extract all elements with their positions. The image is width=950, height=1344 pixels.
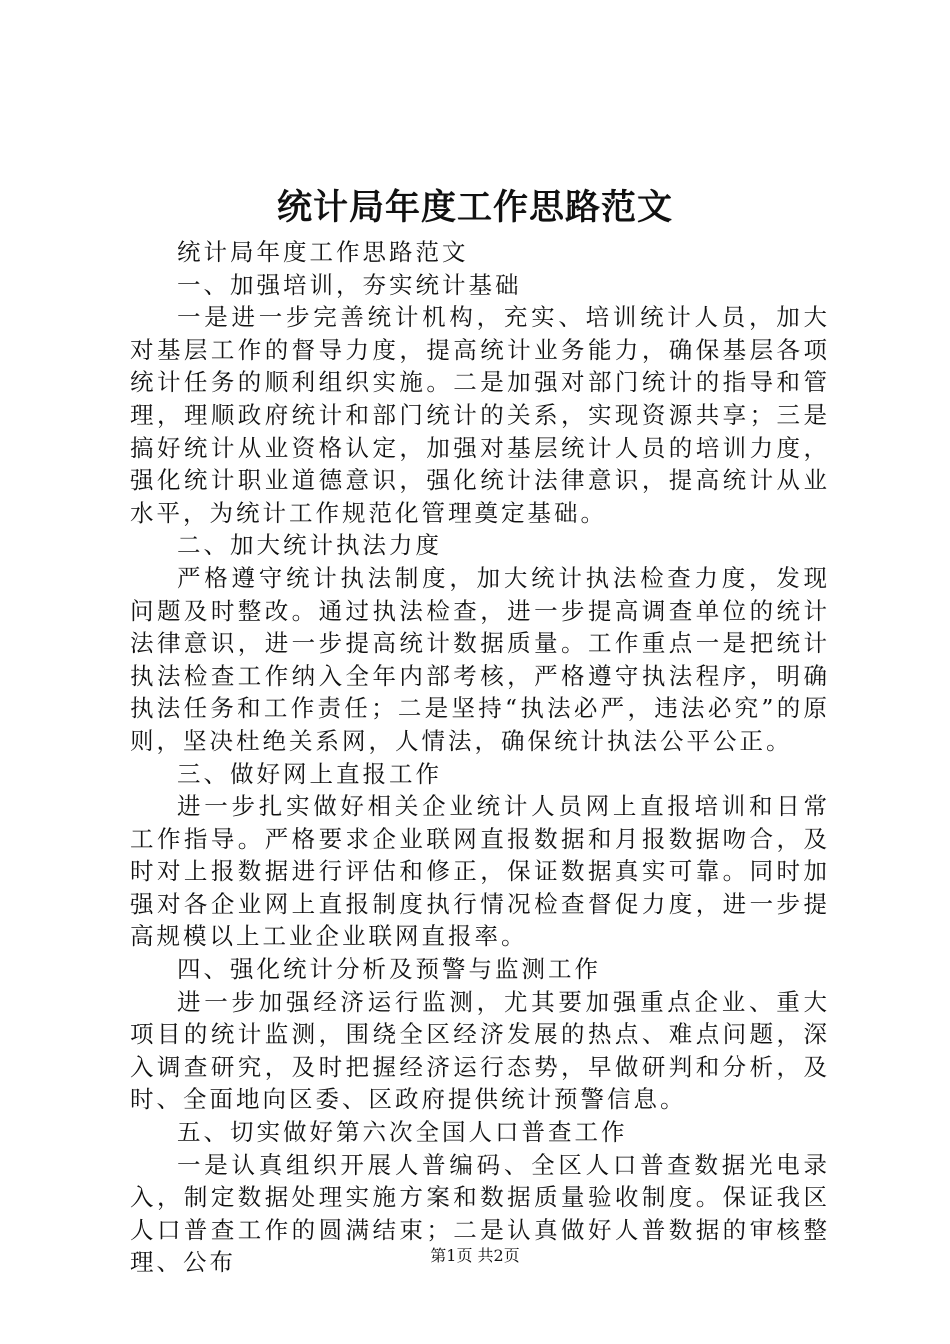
section-paragraph-4: 进一步加强经济运行监测，尤其要加强重点企业、重大项目的统计监测，围绕全区经济发展的热点、难点问题，深入调查研究，及时把握经济运行态势，早做研判和分析，及时、全面地向区委、区政府提供统计预警信息。 bbox=[130, 987, 830, 1114]
page-footer: 第1页 共2页 bbox=[430, 1246, 520, 1265]
document-body bbox=[130, 236, 830, 1279]
subtitle-line: 统计局年度工作思路范文 bbox=[177, 238, 469, 266]
section-heading-5: 五、切实做好第六次全国人口普查工作 bbox=[177, 1118, 628, 1147]
section-paragraph-5: 一是认真组织开展人普编码、全区人口普查数据光电录入，制定数据处理实施方案和数据质量验收制度。保证我区人口普查工作的圆满结束；二是认真做好人普数据的审核整理、公布 bbox=[130, 1150, 830, 1277]
section-heading-4: 四、强化统计分析及预警与监测工作 bbox=[177, 955, 601, 984]
document-title: 统计局年度工作思路范文 bbox=[276, 187, 673, 228]
section-heading-1: 一、加强培训，夯实统计基础 bbox=[177, 270, 522, 299]
section-heading-2: 二、加大统计执法力度 bbox=[177, 531, 442, 560]
section-paragraph-1: 一是进一步完善统计机构，充实、培训统计人员，加大对基层工作的督导力度，提高统计业务能力，确保基层各项统计任务的顺利组织实施。二是加强对部门统计的指导和管理，理顺政府统计和部门统计的关系，实现资源共享；三是搞好统计从业资格认定，加强对基层统计人员的培训力度，强化统计职业道德意识，强化统计法律意识，提高统计从业水平，为统计工作规范化管理奠定基础。 bbox=[130, 303, 830, 527]
section-heading-3: 三、做好网上直报工作 bbox=[177, 759, 442, 788]
section-paragraph-3: 进一步扎实做好相关企业统计人员网上直报培训和日常工作指导。严格要求企业联网直报数据和月报数据吻合，及时对上报数据进行评估和修正，保证数据真实可靠。同时加强对各企业网上直报制度执行情况检查督促力度，进一步提高规模以上工业企业联网直报率。 bbox=[130, 792, 830, 951]
section-paragraph-2: 严格遵守统计执法制度，加大统计执法检查力度，发现问题及时整改。通过执法检查，进一步提高调查单位的统计法律意识，进一步提高统计数据质量。工作重点一是把统计执法检查工作纳入全年内部考核，严格遵守执法程序，明确执法任务和工作责任；二是坚持“执法必严，违法必究”的原则，坚决杜绝关系网，人情法，确保统计执法公平公正。 bbox=[130, 563, 830, 755]
